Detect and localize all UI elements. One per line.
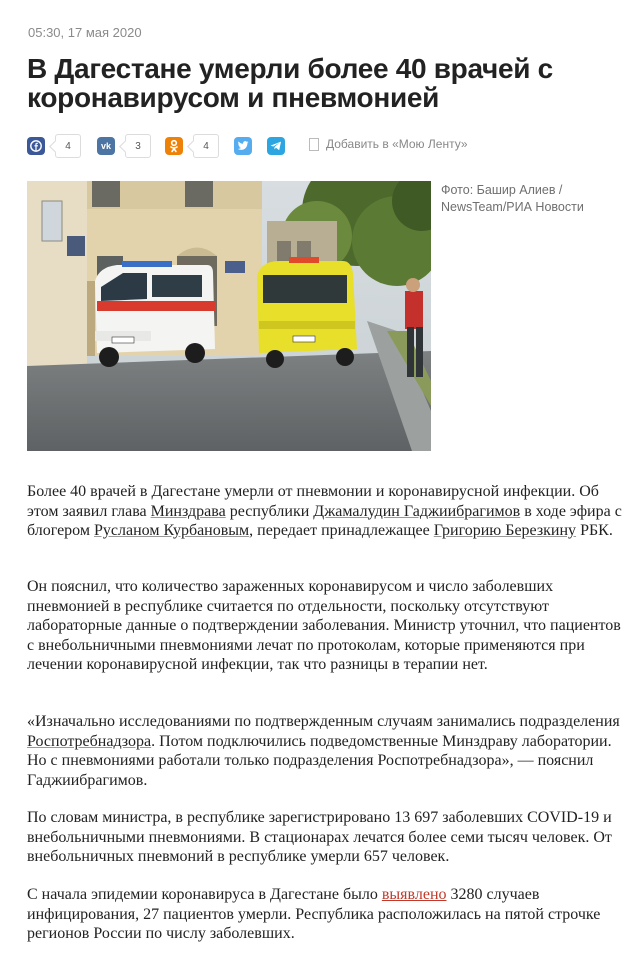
article-title: В Дагестане умерли более 40 врачей с коронавирусом и пневмонией: [27, 53, 553, 113]
link-rospotrebnadzor[interactable]: Роспотребнадзора: [27, 732, 152, 750]
twitter-share-button[interactable]: [234, 137, 252, 155]
vk-share-button[interactable]: [97, 137, 115, 155]
odnoklassniki-share-button[interactable]: [165, 137, 183, 155]
text: , передает принадлежащее: [249, 522, 434, 540]
facebook-share-count: 4: [55, 134, 81, 158]
link-kurbanov[interactable]: Русланом Курбановым: [94, 522, 250, 540]
link-berezkin[interactable]: Григорию Березкину: [433, 522, 577, 540]
text: «Изначально исследованиями по подтвержденным случаям занимались подразделения: [27, 713, 620, 730]
text: . Потом подключились подведомственные Минздраву лаборатории. Но с пневмониями работали только подразделения Роспотребнадзора», — пояснил Гаджиибрагимов.: [27, 732, 612, 789]
ambulance-street-photo: [27, 181, 431, 451]
article-date: 05:30, 17 мая 2020: [28, 25, 142, 40]
article-photo: [27, 181, 431, 451]
add-to-my-feed-label: Добавить в «Мою Ленту»: [326, 137, 468, 151]
text: 3280 случаев инфицирования, 27 пациентов умерли. Республика расположилась на пятой строчке регионов России по числу заболевших.: [27, 886, 601, 943]
share-bar: [27, 134, 627, 160]
telegram-share-button[interactable]: [267, 137, 285, 155]
telegram-icon: [270, 141, 282, 151]
odnoklassniki-icon: [168, 139, 180, 153]
paragraph-2: Он пояснил, что количество зараженных коронавирусом и число заболевших пневмонией в республике считается по отдельности, поскольку отсутствуют лабораторные данные о подтверждении заболевания. Министр уточнил, что пациентов с внебольничными пневмониями лечат по протоколам, которые применяются при лечении коронавирусной инфекции, так что разницы в терапии нет.: [27, 578, 621, 674]
link-gadzhiibragimov[interactable]: Джамалудин Гаджиибрагимов: [313, 502, 521, 520]
text: РБК.: [576, 522, 613, 540]
paragraph-4: По словам министра, в республике зарегистрировано 13 697 заболевших COVID-19 и внебольничными пневмониями. В стационарах лечатся более семи тысяч человек. От внебольничных пневмоний в республике умерли 657 человек.: [27, 809, 612, 866]
facebook-share-button[interactable]: [27, 137, 45, 155]
odnoklassniki-share-count: 4: [193, 134, 219, 158]
paragraph-1: [27, 482, 627, 541]
link-minzdrav[interactable]: Минздрава: [150, 502, 226, 520]
text: в ходе эфира с блогером: [27, 502, 622, 540]
link-vyyavleno[interactable]: выявлено: [381, 886, 447, 903]
facebook-icon: [30, 140, 42, 152]
vk-icon: vk: [100, 141, 111, 151]
bookmark-icon: [309, 138, 319, 151]
text: С начала эпидемии коронавируса в Дагестане было: [27, 886, 382, 903]
paragraph-5: [27, 885, 627, 944]
vk-share-count: 3: [125, 134, 151, 158]
text: республики: [225, 502, 314, 520]
text: Более 40 врачей в Дагестане умерли от пневмонии и коронавирусной инфекции. Об этом заявил глава: [27, 483, 599, 520]
add-to-my-feed-button[interactable]: [309, 137, 468, 151]
photo-caption: Фото: Башир Алиев / NewsTeam/РИА Новости: [441, 183, 584, 214]
twitter-icon: [237, 141, 249, 151]
paragraph-3: [27, 712, 627, 790]
